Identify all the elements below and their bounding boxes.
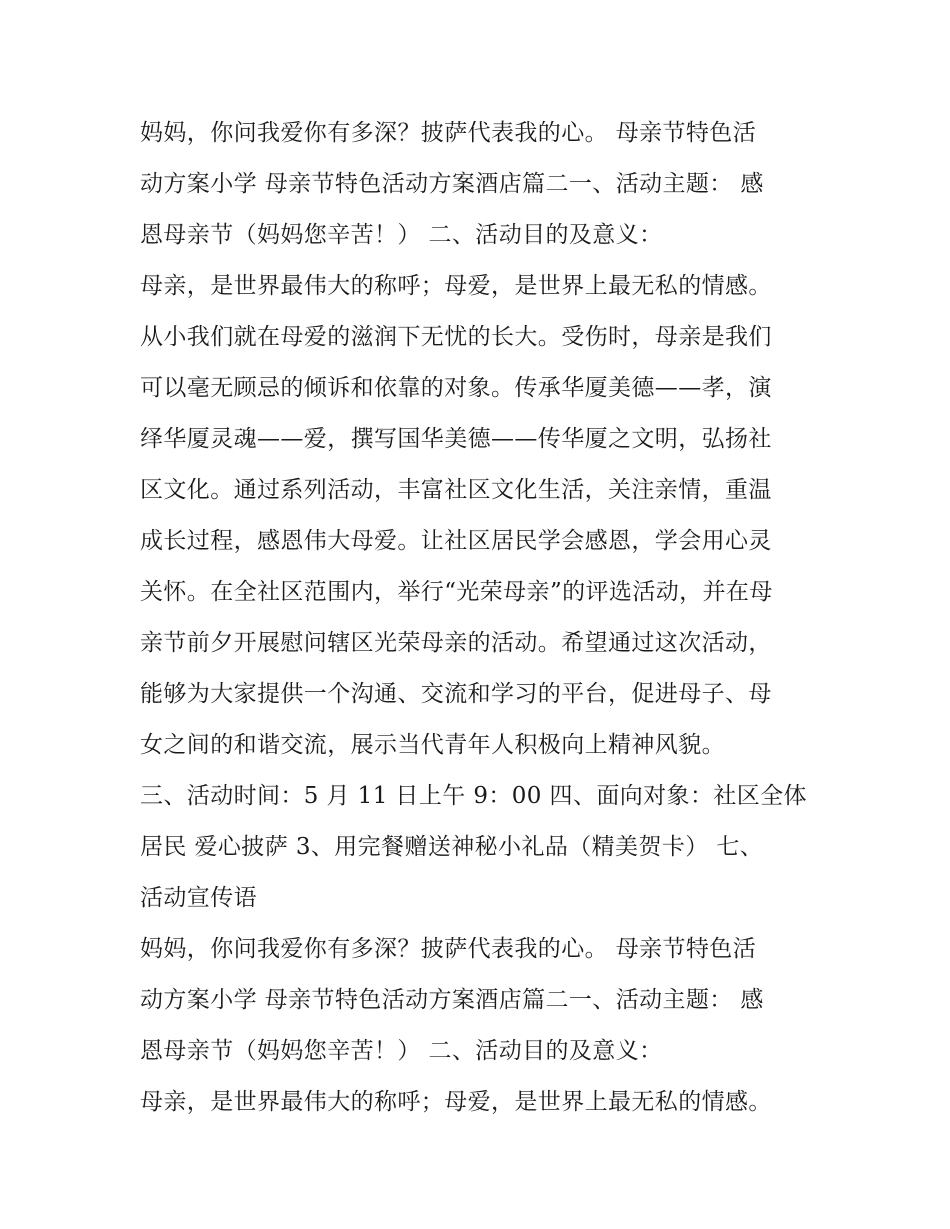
text-line: 能够为大家提供一个沟通、交流和学习的平台，促进母子、母 [140, 681, 772, 707]
text-line: 动方案小学 母亲节特色活动方案酒店篇二一、活动主题： 感 [140, 171, 764, 197]
text-line: 女之间的和谐交流，展示当代青年人积极向上精神风貌。 [140, 732, 725, 758]
text-line: 成长过程，感恩伟大母爱。让社区居民学会感恩，学会用心灵 [140, 528, 772, 554]
text-line: 绎华厦灵魂——爱，撰写国华美德——传华厦之文明，弘扬社 [140, 426, 772, 452]
text-line: 活动宣传语 [140, 885, 257, 911]
text-line: 恩母亲节（妈妈您辛苦！） 二、活动目的及意义： [140, 1038, 663, 1064]
text-line: 母亲，是世界最伟大的称呼；母爱，是世界上最无私的情感。 [140, 1089, 772, 1115]
text-line: 妈妈，你问我爱你有多深？披萨代表我的心。 母亲节特色活 [140, 120, 757, 146]
text-line: 动方案小学 母亲节特色活动方案酒店篇二一、活动主题： 感 [140, 987, 764, 1013]
text-line: 从小我们就在母爱的滋润下无忧的长大。受伤时，母亲是我们 [140, 324, 772, 350]
text-line: 区文化。通过系列活动，丰富社区文化生活，关注亲情，重温 [140, 477, 772, 503]
text-line: 妈妈，你问我爱你有多深？披萨代表我的心。 母亲节特色活 [140, 936, 757, 962]
text-line: 亲节前夕开展慰问辖区光荣母亲的活动。希望通过这次活动， [140, 630, 772, 656]
text-line: 关怀。在全社区范围内，举行“光荣母亲”的评选活动，并在母 [140, 579, 773, 605]
text-line: 三、活动时间：5 月 11 日上午 9：00 四、面向对象：社区全体 [140, 783, 807, 809]
text-line: 可以毫无顾忌的倾诉和依靠的对象。传承华厦美德——孝，演 [140, 375, 772, 401]
text-line: 居民 爱心披萨 3、用完餐赠送神秘小礼品（精美贺卡） 七、 [140, 834, 764, 860]
text-line: 恩母亲节（妈妈您辛苦！） 二、活动目的及意义： [140, 222, 663, 248]
text-line: 母亲，是世界最伟大的称呼；母爱，是世界上最无私的情感。 [140, 273, 772, 299]
body-text [140, 108, 820, 1128]
